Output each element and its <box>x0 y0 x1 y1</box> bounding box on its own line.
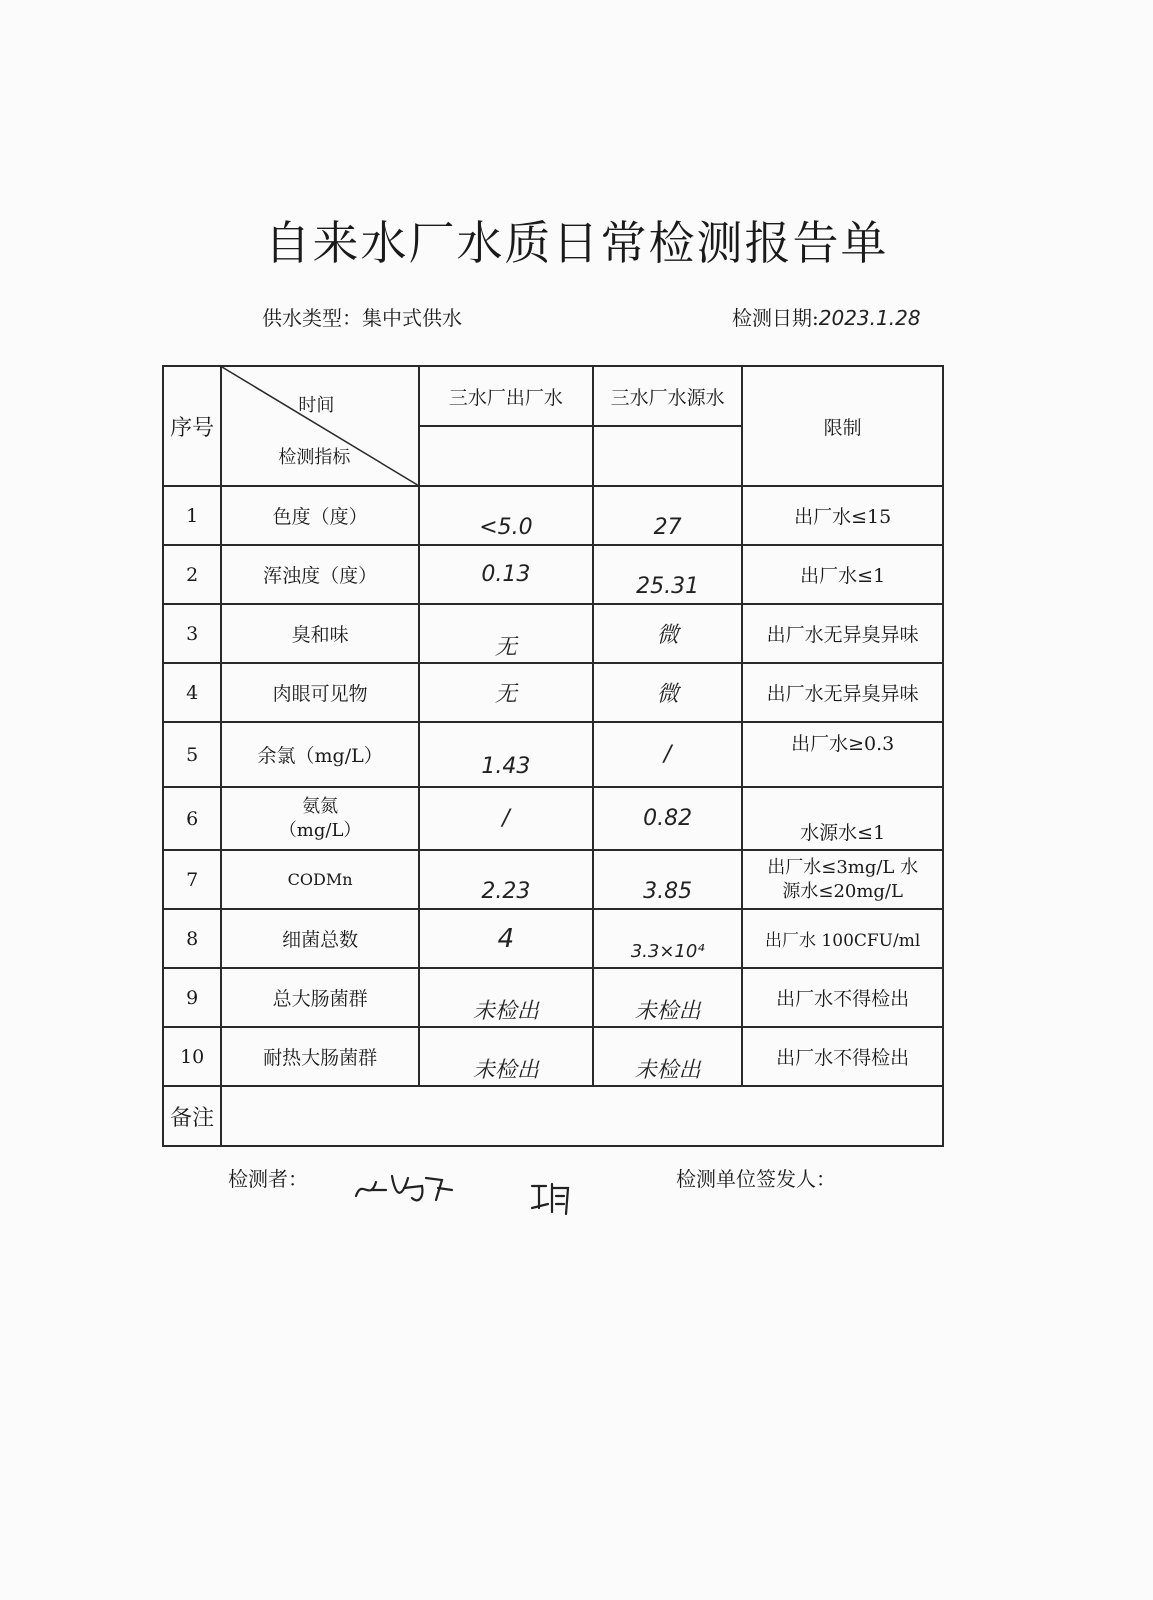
remarks-row <box>163 1086 943 1146</box>
row-indicator: 细菌总数 <box>221 909 419 968</box>
row-outlet-value <box>419 968 593 1027</box>
row-source-value <box>593 722 742 787</box>
header-outlet-blank <box>419 426 593 486</box>
test-date-value: 2023.1.28 <box>818 306 921 330</box>
header-source-blank <box>593 426 742 486</box>
remarks-value <box>221 1086 943 1146</box>
handwritten-value: 25.31 <box>636 574 700 599</box>
row-no: 3 <box>163 604 221 663</box>
handwritten-value: 无 <box>494 635 517 660</box>
remarks-label: 备注 <box>163 1086 221 1146</box>
row-limit: 出厂水不得检出 <box>742 968 943 1027</box>
table-row <box>163 722 943 787</box>
supply-type: 供水类型：集中式供水 <box>262 306 462 330</box>
row-outlet-value <box>419 850 593 909</box>
handwritten-value: 无 <box>494 682 517 707</box>
row-source-value <box>593 1027 742 1086</box>
handwritten-value: 2.23 <box>481 879 531 904</box>
row-outlet-value <box>419 722 593 787</box>
test-date <box>732 302 921 331</box>
header-indicator: 检测指标 <box>278 447 351 468</box>
table-row <box>163 663 943 722</box>
row-indicator: 耐热大肠菌群 <box>221 1027 419 1086</box>
row-no: 6 <box>163 787 221 850</box>
table-row <box>163 486 943 545</box>
row-limit: 出厂水≤1 <box>742 545 943 604</box>
row-limit: 水源水≤1 <box>742 787 943 850</box>
handwritten-value: 4 <box>497 923 515 954</box>
row-no: 8 <box>163 909 221 968</box>
row-limit: 出厂水≤3mg/L 水源水≤20mg/L <box>742 850 943 909</box>
header-outlet-water: 三水厂出厂水 <box>419 366 593 426</box>
row-indicator: 肉眼可见物 <box>221 663 419 722</box>
handwritten-value: / <box>663 742 672 767</box>
row-no: 7 <box>163 850 221 909</box>
handwritten-value: 未检出 <box>634 999 701 1024</box>
row-source-value <box>593 663 742 722</box>
row-no: 1 <box>163 486 221 545</box>
row-outlet-value <box>419 909 593 968</box>
handwritten-value: 微 <box>656 623 679 648</box>
row-no: 2 <box>163 545 221 604</box>
row-source-value <box>593 850 742 909</box>
table-row <box>163 850 943 909</box>
row-outlet-value <box>419 545 593 604</box>
handwritten-value: 未检出 <box>634 1058 701 1083</box>
row-limit: 出厂水≥0.3 <box>742 722 943 787</box>
handwritten-value: 3.3×10⁴ <box>630 940 705 962</box>
row-indicator: 氨氮（mg/L） <box>221 787 419 850</box>
row-no: 4 <box>163 663 221 722</box>
row-indicator: 总大肠菌群 <box>221 968 419 1027</box>
row-outlet-value <box>419 486 593 545</box>
handwritten-value: 27 <box>653 515 682 540</box>
tester-label: 检测者： <box>228 1167 308 1191</box>
row-no: 9 <box>163 968 221 1027</box>
handwritten-value: 0.82 <box>643 806 693 831</box>
row-no: 5 <box>163 722 221 787</box>
table-row <box>163 1027 943 1086</box>
table-row <box>163 968 943 1027</box>
handwritten-value: 0.13 <box>481 562 531 587</box>
row-no: 10 <box>163 1027 221 1086</box>
table-row <box>163 604 943 663</box>
table-row <box>163 909 943 968</box>
row-outlet-value <box>419 604 593 663</box>
row-indicator: 色度（度） <box>221 486 419 545</box>
row-limit: 出厂水≤15 <box>742 486 943 545</box>
header-source-water: 三水厂水源水 <box>593 366 742 426</box>
issuer-label: 检测单位签发人： <box>676 1167 836 1191</box>
header-seq: 序号 <box>163 366 221 486</box>
tester-signature-1 <box>352 1168 462 1208</box>
table-row <box>163 545 943 604</box>
row-indicator: 余氯（mg/L） <box>221 722 419 787</box>
row-source-value <box>593 909 742 968</box>
handwritten-value: / <box>502 806 510 831</box>
row-indicator: CODMn <box>221 850 419 909</box>
handwritten-value: 3.85 <box>643 879 693 904</box>
row-source-value <box>593 787 742 850</box>
row-source-value <box>593 545 742 604</box>
handwritten-value: 微 <box>656 682 679 707</box>
row-source-value <box>593 968 742 1027</box>
row-limit: 出厂水无异臭异味 <box>742 663 943 722</box>
handwritten-value: 未检出 <box>472 999 539 1024</box>
report-title: 自来水厂水质日常检测报告单 <box>264 215 889 270</box>
test-date-label: 检测日期: <box>732 306 819 330</box>
header-limit: 限制 <box>742 366 943 486</box>
handwritten-value: <5.0 <box>479 515 533 540</box>
row-indicator: 臭和味 <box>221 604 419 663</box>
row-outlet-value <box>419 663 593 722</box>
tester-signature-2 <box>528 1178 576 1218</box>
row-outlet-value <box>419 787 593 850</box>
row-indicator: 浑浊度（度） <box>221 545 419 604</box>
row-source-value <box>593 604 742 663</box>
results-table <box>162 365 944 1147</box>
handwritten-value: 未检出 <box>472 1058 539 1083</box>
table-row <box>163 787 943 850</box>
row-source-value <box>593 486 742 545</box>
handwritten-value: 1.43 <box>481 754 531 779</box>
row-limit: 出厂水 100CFU/ml <box>742 909 943 968</box>
row-outlet-value <box>419 1027 593 1086</box>
row-limit: 出厂水不得检出 <box>742 1027 943 1086</box>
header-diagonal-cell <box>221 366 419 486</box>
header-time: 时间 <box>298 395 335 416</box>
row-limit: 出厂水无异臭异味 <box>742 604 943 663</box>
